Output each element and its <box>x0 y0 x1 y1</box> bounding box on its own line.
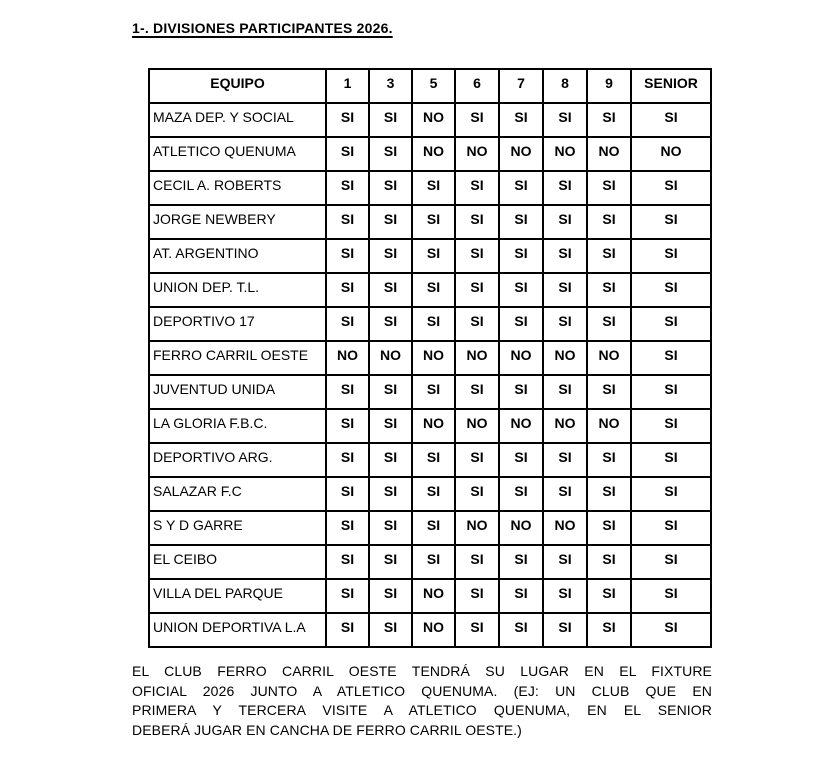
division-value-cell: SI <box>369 137 412 171</box>
division-value-cell: SI <box>587 205 631 239</box>
table-row <box>149 545 711 579</box>
division-value-cell: NO <box>455 409 499 443</box>
table-row <box>149 579 711 613</box>
division-value-cell: SI <box>369 239 412 273</box>
team-name-cell: VILLA DEL PARQUE <box>149 579 326 613</box>
division-value-cell: SI <box>587 477 631 511</box>
column-header-7: 7 <box>499 69 543 103</box>
table-row <box>149 171 711 205</box>
division-value-cell: NO <box>543 137 587 171</box>
division-value-cell: NO <box>543 341 587 375</box>
division-value-cell: SI <box>369 205 412 239</box>
team-name-cell: S Y D GARRE <box>149 511 326 545</box>
division-value-cell: SI <box>543 307 587 341</box>
division-value-cell: SI <box>326 443 369 477</box>
column-header-6: 6 <box>455 69 499 103</box>
division-value-cell: SI <box>369 613 412 647</box>
division-value-cell: SI <box>369 409 412 443</box>
division-value-cell: SI <box>326 409 369 443</box>
team-name-cell: DEPORTIVO 17 <box>149 307 326 341</box>
division-value-cell: SI <box>543 239 587 273</box>
division-value-cell: SI <box>412 443 455 477</box>
division-value-cell: NO <box>326 341 369 375</box>
division-value-cell: NO <box>412 409 455 443</box>
division-value-cell: SI <box>587 103 631 137</box>
team-name-cell: DEPORTIVO ARG. <box>149 443 326 477</box>
division-value-cell: SI <box>631 307 711 341</box>
division-value-cell: SI <box>543 205 587 239</box>
division-value-cell: SI <box>326 137 369 171</box>
division-value-cell: SI <box>499 375 543 409</box>
column-header-senior: SENIOR <box>631 69 711 103</box>
division-value-cell: SI <box>631 375 711 409</box>
team-name-cell: AT. ARGENTINO <box>149 239 326 273</box>
table-row <box>149 443 711 477</box>
footer-note-line: DEBERÁ JUGAR EN CANCHA DE FERRO CARRIL OESTE.) <box>132 721 522 738</box>
table-row <box>149 613 711 647</box>
division-value-cell: SI <box>326 545 369 579</box>
division-value-cell: SI <box>369 375 412 409</box>
division-value-cell: SI <box>631 239 711 273</box>
table-row <box>149 239 711 273</box>
division-value-cell: SI <box>587 545 631 579</box>
table-row <box>149 341 711 375</box>
division-value-cell: SI <box>499 103 543 137</box>
footer-note-line: OFICIAL 2026 JUNTO A ATLETICO QUENUMA. (EJ: UN CLUB QUE EN <box>132 682 712 699</box>
footer-note <box>132 662 712 740</box>
division-value-cell: SI <box>587 239 631 273</box>
division-value-cell: NO <box>412 613 455 647</box>
footer-note-line: EL CLUB FERRO CARRIL OESTE TENDRÁ SU LUGAR EN EL FIXTURE <box>132 663 712 679</box>
division-value-cell: SI <box>369 273 412 307</box>
division-value-cell: SI <box>412 171 455 205</box>
division-value-cell: SI <box>369 579 412 613</box>
division-value-cell: SI <box>631 545 711 579</box>
division-value-cell: SI <box>631 613 711 647</box>
division-value-cell: SI <box>455 545 499 579</box>
division-value-cell: SI <box>455 205 499 239</box>
division-value-cell: SI <box>543 103 587 137</box>
team-name-cell: EL CEIBO <box>149 545 326 579</box>
division-value-cell: SI <box>631 579 711 613</box>
division-value-cell: SI <box>587 613 631 647</box>
table-row <box>149 375 711 409</box>
division-value-cell: NO <box>455 511 499 545</box>
team-name-cell: JORGE NEWBERY <box>149 205 326 239</box>
team-name-cell: UNION DEPORTIVA L.A <box>149 613 326 647</box>
division-value-cell: SI <box>369 511 412 545</box>
division-value-cell: SI <box>326 613 369 647</box>
division-value-cell: NO <box>412 341 455 375</box>
division-value-cell: NO <box>499 511 543 545</box>
division-value-cell: SI <box>455 171 499 205</box>
division-value-cell: SI <box>499 171 543 205</box>
table-row <box>149 511 711 545</box>
column-header-8: 8 <box>543 69 587 103</box>
division-value-cell: SI <box>499 205 543 239</box>
division-value-cell: SI <box>326 579 369 613</box>
division-value-cell: SI <box>369 477 412 511</box>
division-value-cell: SI <box>499 579 543 613</box>
division-value-cell: SI <box>499 545 543 579</box>
division-value-cell: SI <box>455 613 499 647</box>
column-header-3: 3 <box>369 69 412 103</box>
division-value-cell: SI <box>631 409 711 443</box>
division-value-cell: SI <box>587 443 631 477</box>
division-value-cell: SI <box>499 477 543 511</box>
divisions-table <box>148 68 712 648</box>
division-value-cell: SI <box>326 273 369 307</box>
division-value-cell: SI <box>326 477 369 511</box>
division-value-cell: SI <box>412 545 455 579</box>
column-header-1: 1 <box>326 69 369 103</box>
division-value-cell: SI <box>455 273 499 307</box>
footer-note-line: PRIMERA Y TERCERA VISITE A ATLETICO QUENUMA, EN EL SENIOR <box>132 702 712 718</box>
division-value-cell: SI <box>631 511 711 545</box>
division-value-cell: SI <box>326 375 369 409</box>
division-value-cell: SI <box>587 171 631 205</box>
division-value-cell: SI <box>455 579 499 613</box>
division-value-cell: SI <box>412 273 455 307</box>
division-value-cell: SI <box>631 103 711 137</box>
division-value-cell: SI <box>631 273 711 307</box>
division-value-cell: SI <box>499 443 543 477</box>
division-value-cell: SI <box>369 103 412 137</box>
division-value-cell: NO <box>587 409 631 443</box>
division-value-cell: SI <box>326 307 369 341</box>
division-value-cell: SI <box>455 375 499 409</box>
division-value-cell: SI <box>326 511 369 545</box>
team-name-cell: MAZA DEP. Y SOCIAL <box>149 103 326 137</box>
division-value-cell: SI <box>631 443 711 477</box>
division-value-cell: SI <box>587 579 631 613</box>
team-name-cell: FERRO CARRIL OESTE <box>149 341 326 375</box>
team-name-cell: UNION DEP. T.L. <box>149 273 326 307</box>
table-row <box>149 307 711 341</box>
team-name-cell: ATLETICO QUENUMA <box>149 137 326 171</box>
division-value-cell: SI <box>631 171 711 205</box>
division-value-cell: SI <box>587 375 631 409</box>
division-value-cell: SI <box>412 477 455 511</box>
division-value-cell: SI <box>631 341 711 375</box>
division-value-cell: NO <box>455 137 499 171</box>
division-value-cell: SI <box>412 375 455 409</box>
division-value-cell: SI <box>326 239 369 273</box>
table-header-row <box>149 69 711 103</box>
column-header-equipo: EQUIPO <box>149 69 326 103</box>
division-value-cell: SI <box>499 307 543 341</box>
division-value-cell: SI <box>412 511 455 545</box>
table-body <box>149 103 711 647</box>
page-title: 1-. DIVISIONES PARTICIPANTES 2026. <box>132 20 393 36</box>
table-row <box>149 205 711 239</box>
division-value-cell: SI <box>455 239 499 273</box>
division-value-cell: SI <box>587 307 631 341</box>
division-value-cell: SI <box>543 477 587 511</box>
division-value-cell: SI <box>543 273 587 307</box>
division-value-cell: SI <box>412 307 455 341</box>
division-value-cell: NO <box>455 341 499 375</box>
division-value-cell: SI <box>369 307 412 341</box>
division-value-cell: SI <box>543 579 587 613</box>
division-value-cell: SI <box>631 205 711 239</box>
division-value-cell: SI <box>499 239 543 273</box>
division-value-cell: SI <box>543 443 587 477</box>
division-value-cell: SI <box>455 477 499 511</box>
team-name-cell: LA GLORIA F.B.C. <box>149 409 326 443</box>
division-value-cell: SI <box>369 171 412 205</box>
division-value-cell: SI <box>587 511 631 545</box>
division-value-cell: SI <box>499 273 543 307</box>
team-name-cell: SALAZAR F.C <box>149 477 326 511</box>
division-value-cell: SI <box>369 443 412 477</box>
division-value-cell: SI <box>455 103 499 137</box>
division-value-cell: NO <box>543 511 587 545</box>
division-value-cell: NO <box>412 579 455 613</box>
division-value-cell: SI <box>455 307 499 341</box>
division-value-cell: SI <box>326 103 369 137</box>
division-value-cell: NO <box>631 137 711 171</box>
table-row <box>149 137 711 171</box>
division-value-cell: SI <box>543 171 587 205</box>
division-value-cell: SI <box>412 239 455 273</box>
division-value-cell: NO <box>412 103 455 137</box>
table-row <box>149 273 711 307</box>
division-value-cell: NO <box>499 409 543 443</box>
division-value-cell: NO <box>543 409 587 443</box>
division-value-cell: NO <box>587 341 631 375</box>
division-value-cell: SI <box>543 613 587 647</box>
division-value-cell: SI <box>455 443 499 477</box>
division-value-cell: SI <box>326 205 369 239</box>
division-value-cell: SI <box>631 477 711 511</box>
division-value-cell: SI <box>326 171 369 205</box>
division-value-cell: NO <box>369 341 412 375</box>
table-row <box>149 103 711 137</box>
division-value-cell: NO <box>412 137 455 171</box>
division-value-cell: SI <box>369 545 412 579</box>
column-header-5: 5 <box>412 69 455 103</box>
division-value-cell: NO <box>499 137 543 171</box>
division-value-cell: SI <box>499 613 543 647</box>
division-value-cell: SI <box>412 205 455 239</box>
division-value-cell: SI <box>543 375 587 409</box>
division-value-cell: SI <box>587 273 631 307</box>
table-row <box>149 477 711 511</box>
column-header-9: 9 <box>587 69 631 103</box>
division-value-cell: SI <box>543 545 587 579</box>
table-row <box>149 409 711 443</box>
division-value-cell: NO <box>499 341 543 375</box>
team-name-cell: JUVENTUD UNIDA <box>149 375 326 409</box>
team-name-cell: CECIL A. ROBERTS <box>149 171 326 205</box>
division-value-cell: NO <box>587 137 631 171</box>
